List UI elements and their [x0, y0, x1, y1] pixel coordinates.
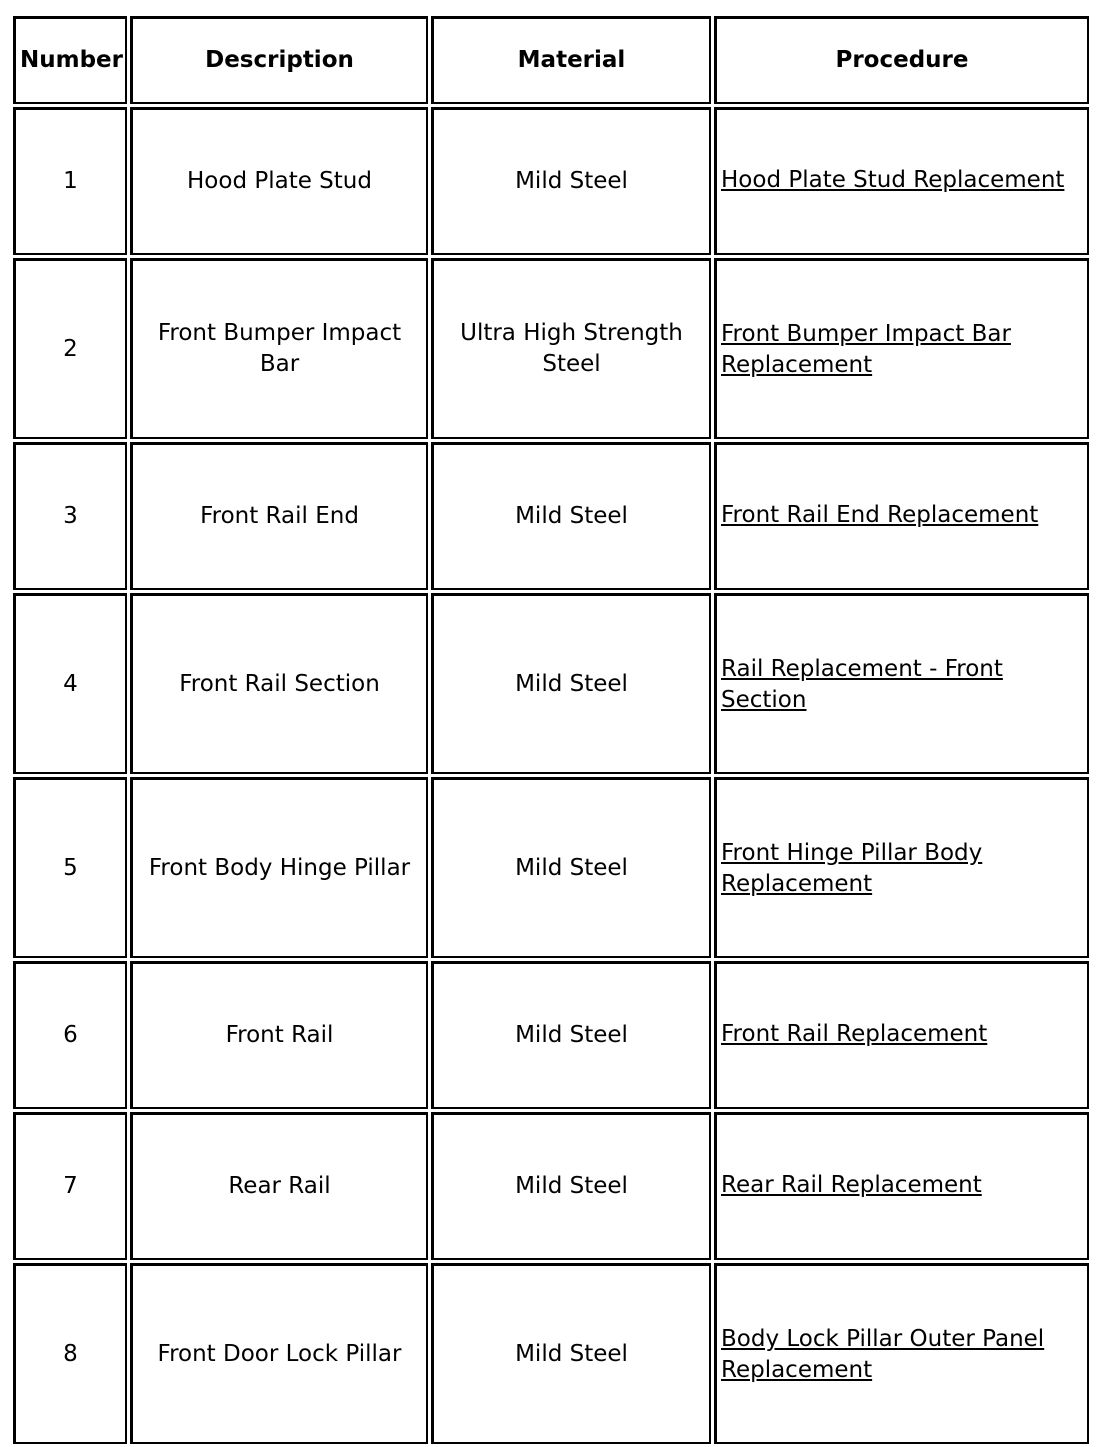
cell-procedure [714, 961, 1089, 1109]
cell-number: 6 [13, 961, 127, 1109]
cell-procedure [714, 107, 1089, 255]
table-row [13, 1263, 1089, 1444]
table-row [13, 777, 1089, 958]
header-procedure: Procedure [714, 16, 1089, 104]
cell-procedure [714, 1112, 1089, 1260]
cell-procedure [714, 777, 1089, 958]
header-description: Description [130, 16, 428, 104]
procedure-link[interactable]: Front Bumper Impact Bar Replacement [721, 321, 1011, 378]
cell-material: Mild Steel [431, 1112, 711, 1260]
cell-procedure [714, 1263, 1089, 1444]
cell-procedure [714, 593, 1089, 774]
cell-number: 5 [13, 777, 127, 958]
cell-procedure [714, 442, 1089, 590]
cell-material: Ultra High Strength Steel [431, 258, 711, 439]
procedure-link[interactable]: Rear Rail Replacement [721, 1172, 982, 1198]
table-row [13, 442, 1089, 590]
procedure-link[interactable]: Front Hinge Pillar Body Replacement [721, 840, 983, 897]
header-material: Material [431, 16, 711, 104]
cell-material: Mild Steel [431, 1263, 711, 1444]
cell-number: 4 [13, 593, 127, 774]
cell-procedure [714, 258, 1089, 439]
header-row [13, 16, 1089, 104]
parts-table [10, 13, 1092, 1447]
cell-material: Mild Steel [431, 961, 711, 1109]
cell-description: Front Rail End [130, 442, 428, 590]
table-row [13, 258, 1089, 439]
cell-material: Mild Steel [431, 442, 711, 590]
procedure-link[interactable]: Body Lock Pillar Outer Panel Replacement [721, 1326, 1045, 1383]
table-row [13, 107, 1089, 255]
cell-number: 8 [13, 1263, 127, 1444]
cell-number: 1 [13, 107, 127, 255]
cell-number: 3 [13, 442, 127, 590]
cell-number: 2 [13, 258, 127, 439]
cell-description: Front Body Hinge Pillar [130, 777, 428, 958]
cell-description: Hood Plate Stud [130, 107, 428, 255]
cell-description: Front Door Lock Pillar [130, 1263, 428, 1444]
table-row [13, 961, 1089, 1109]
table-row [13, 593, 1089, 774]
cell-description: Front Rail Section [130, 593, 428, 774]
table-row [13, 1112, 1089, 1260]
parts-table-container [10, 13, 1092, 1423]
procedure-link[interactable]: Hood Plate Stud Replacement [721, 167, 1065, 193]
cell-number: 7 [13, 1112, 127, 1260]
cell-description: Front Bumper Impact Bar [130, 258, 428, 439]
cell-material: Mild Steel [431, 777, 711, 958]
header-number: Number [13, 16, 127, 104]
cell-material: Mild Steel [431, 593, 711, 774]
cell-description: Rear Rail [130, 1112, 428, 1260]
procedure-link[interactable]: Rail Replacement - Front Section [721, 656, 1003, 713]
procedure-link[interactable]: Front Rail End Replacement [721, 502, 1039, 528]
cell-description: Front Rail [130, 961, 428, 1109]
procedure-link[interactable]: Front Rail Replacement [721, 1021, 988, 1047]
cell-material: Mild Steel [431, 107, 711, 255]
